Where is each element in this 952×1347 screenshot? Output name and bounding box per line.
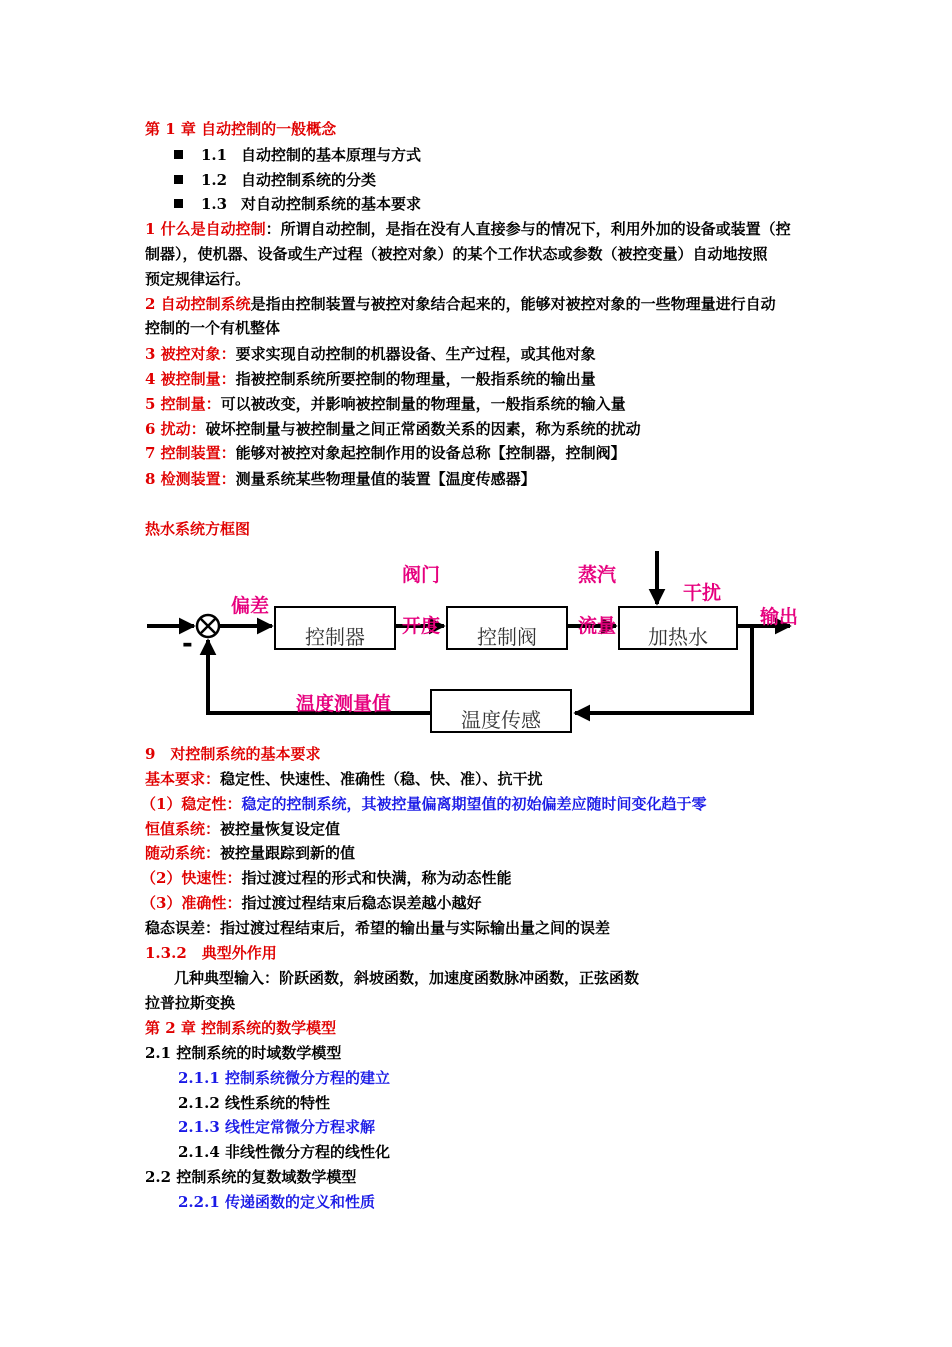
toc-item: 1.3 对自动控制系统的基本要求	[174, 194, 421, 214]
section-2-1-4: 2.1.4 非线性微分方程的线性化	[178, 1143, 390, 1161]
stability-line: （1）稳定性：稳定的控制系统，其被控量偏离期望值的初始偏差应随时间变化趋于零	[141, 795, 707, 813]
diagram-heading: 热水系统方框图	[145, 520, 251, 538]
speed-line: （2）快速性：指过渡过程的形式和快满，称为动态性能	[141, 869, 512, 887]
chapter2-title: 第 2 章 控制系统的数学模型	[145, 1019, 337, 1037]
definition-item: 4 被控制量：指被控制系统所要控制的物理量，一般指系统的输出量	[145, 370, 596, 388]
controller-label: 控制器	[305, 625, 365, 649]
definition-1: 1 什么是自动控制：所谓自动控制，是指在没有人直接参与的情况下，利用外加的设备或装置（控	[145, 220, 791, 238]
definition-2-cont: 控制的一个有机整体	[145, 319, 281, 337]
output-label: 输出	[760, 606, 799, 628]
temperature-measure-label: 温度测量值	[296, 693, 392, 715]
definition-item: 7 控制装置：能够对被控对象起控制作用的设备总称【控制器，控制阀】	[145, 444, 626, 462]
definition-item: 3 被控对象：要求实现自动控制的机器设备、生产过程，或其他对象	[145, 345, 596, 363]
definition-1-cont: 制器），使机器、设备或生产过程（被控对象）的某个工作状态或参数（被控变量）自动地按照	[145, 245, 768, 263]
toc-item: 1.2 自动控制系统的分类	[174, 170, 376, 190]
definition-2: 2 自动控制系统是指由控制装置与被控对象结合起来的，能够对被控对象的一些物理量进行自动	[145, 295, 776, 313]
valve-opening-label-bottom: 开度	[402, 615, 441, 637]
sensor-label: 温度传感	[461, 708, 541, 732]
chapter1-title: 第 1 章 自动控制的一般概念	[145, 120, 337, 138]
definition-item: 5 控制量：可以被改变，并影响被控制量的物理量，一般指系统的输入量	[145, 395, 626, 413]
section-2-2-1: 2.2.1 传递函数的定义和性质	[178, 1193, 375, 1211]
toc-item: 1.1 自动控制的基本原理与方式	[174, 145, 421, 165]
summing-junction-icon	[197, 615, 219, 637]
disturbance-label: 干扰	[683, 582, 722, 604]
valve-opening-label-top: 阀门	[402, 564, 441, 586]
follow-up-system: 随动系统：被控量跟踪到新的值	[145, 844, 356, 862]
typical-inputs-text: 几种典型输入：阶跃函数，斜坡函数，加速度函数脉冲函数，正弦函数	[174, 969, 640, 987]
basic-requirements: 基本要求：稳定性、快速性、准确性（稳、快、准）、抗干扰	[145, 770, 543, 788]
accuracy-line: （3）准确性：指过渡过程结束后稳态误差越小越好	[141, 894, 482, 912]
section-2-1: 2.1 控制系统的时域数学模型	[145, 1044, 342, 1062]
section-2-1-2: 2.1.2 线性系统的特性	[178, 1094, 330, 1112]
heater-label: 加热水	[648, 625, 708, 649]
requirements-heading: 9 对控制系统的基本要求	[145, 745, 321, 763]
steady-state-error: 稳态误差：指过渡过程结束后，希望的输出量与实际输出量之间的误差	[145, 919, 611, 937]
definition-item: 6 扰动：破坏控制量与被控制量之间正常函数关系的因素，称为系统的扰动	[145, 420, 641, 438]
section-2-2: 2.2 控制系统的复数域数学模型	[145, 1168, 357, 1186]
minus-sign: -	[182, 629, 193, 659]
steam-flow-label-bottom: 流量	[578, 615, 617, 637]
typical-inputs-heading: 1.3.2 典型外作用	[145, 944, 277, 962]
section-2-1-1: 2.1.1 控制系统微分方程的建立	[178, 1069, 390, 1087]
laplace-line: 拉普拉斯变换	[145, 994, 236, 1012]
section-2-1-3: 2.1.3 线性定常微分方程求解	[178, 1118, 375, 1136]
constant-value-system: 恒值系统：被控量恢复设定值	[145, 820, 341, 838]
valve-label: 控制阀	[477, 625, 537, 649]
steam-flow-label-top: 蒸汽	[578, 564, 617, 586]
definition-1-cont: 预定规律运行。	[145, 270, 251, 288]
error-label: 偏差	[231, 595, 270, 617]
definition-item: 8 检测装置：测量系统某些物理量值的装置【温度传感器】	[145, 470, 536, 488]
